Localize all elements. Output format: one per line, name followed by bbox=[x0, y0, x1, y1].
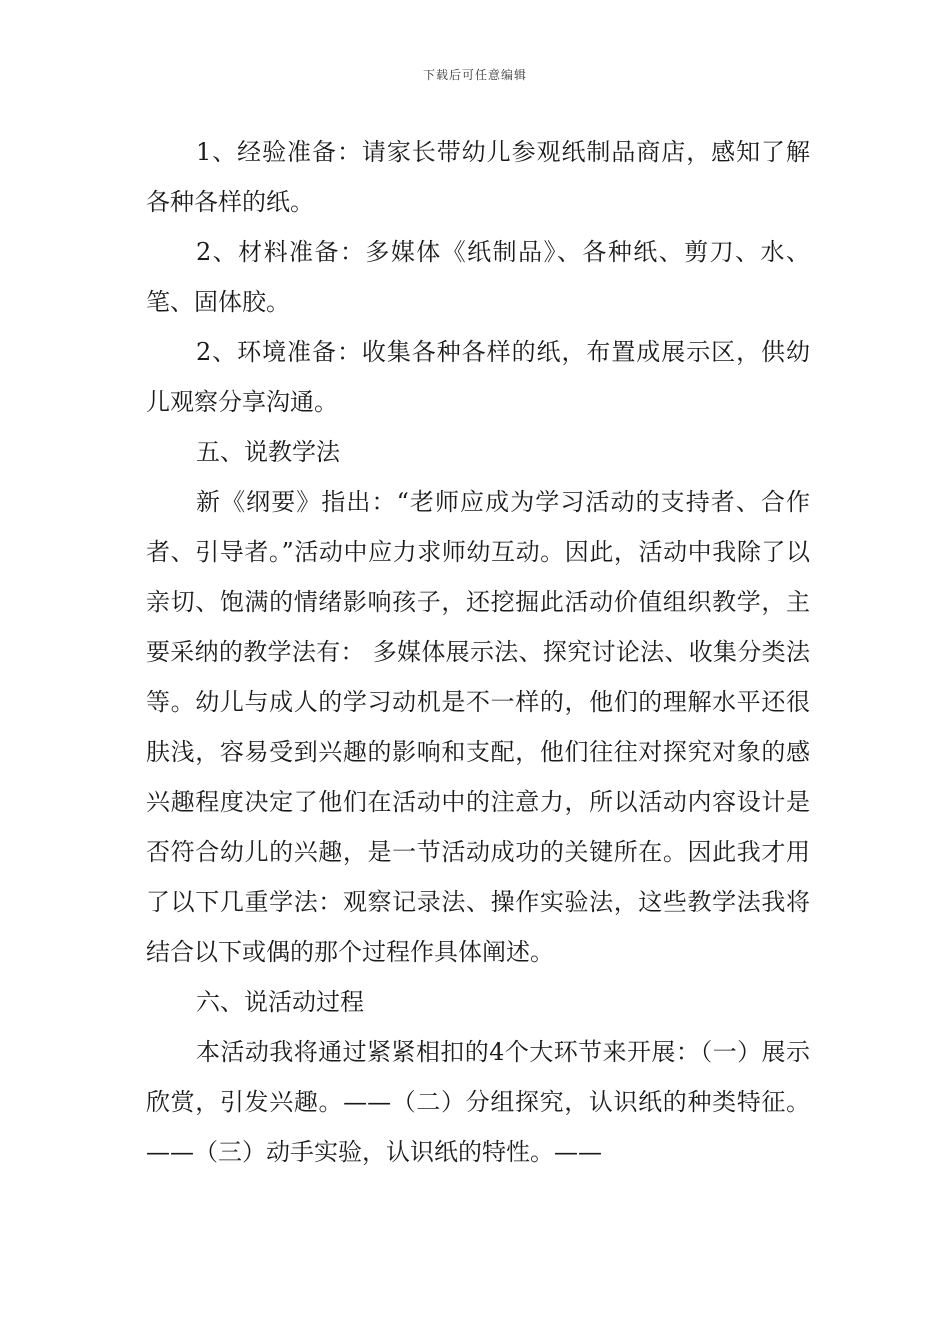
paragraph-experience-prep: 1、经验准备：请家长带幼儿参观纸制品商店，感知了解各种各样的纸。 bbox=[146, 138, 810, 216]
paragraph-teaching-method: 新《纲要》指出：“老师应成为学习活动的支持者、合作者、引导者。”活动中应力求师幼互动。因此，活动中我除了以亲切、饱满的情绪影响孩子，还挖掘此活动价值组织教学，主要采纳的教学法有： 多媒体展示法、探究讨论法、收集分类法等。幼儿与成人的学习动机是不一样的，他们的理解水平还很肤浅，容易受到兴趣的影响和支配，他们往往对探究对象的感兴趣程度决定了他们在活动中的注意力，所以活动内容设计是否符合幼儿的兴趣，是一节活动成功的关键所在。因此我才用了以下几重学法：观察记录法、操作实验法，这些教学法我将结合以下或偶的那个过程作具体阐述。 bbox=[146, 488, 810, 966]
paragraph-activity-process: 本活动我将通过紧紧相扣的4个大环节来开展：（一）展示欣赏，引发兴趣。——（二）分组探究，认识纸的种类特征。——（三）动手实验，认识纸的特性。—— bbox=[146, 1038, 810, 1166]
section-heading-activity-process: 六、说活动过程 bbox=[196, 988, 364, 1016]
page-header: 下载后可任意编辑 bbox=[422, 68, 527, 82]
paragraph-environment-prep: 2、环境准备：收集各种各样的纸，布置成展示区，供幼儿观察分享沟通。 bbox=[146, 338, 810, 416]
paragraph-material-prep: 2、材料准备：多媒体《纸制品》、各种纸、剪刀、水、笔、固体胶。 bbox=[146, 238, 810, 316]
section-heading-teaching-method: 五、说教学法 bbox=[196, 438, 340, 466]
document-body bbox=[146, 127, 810, 1177]
